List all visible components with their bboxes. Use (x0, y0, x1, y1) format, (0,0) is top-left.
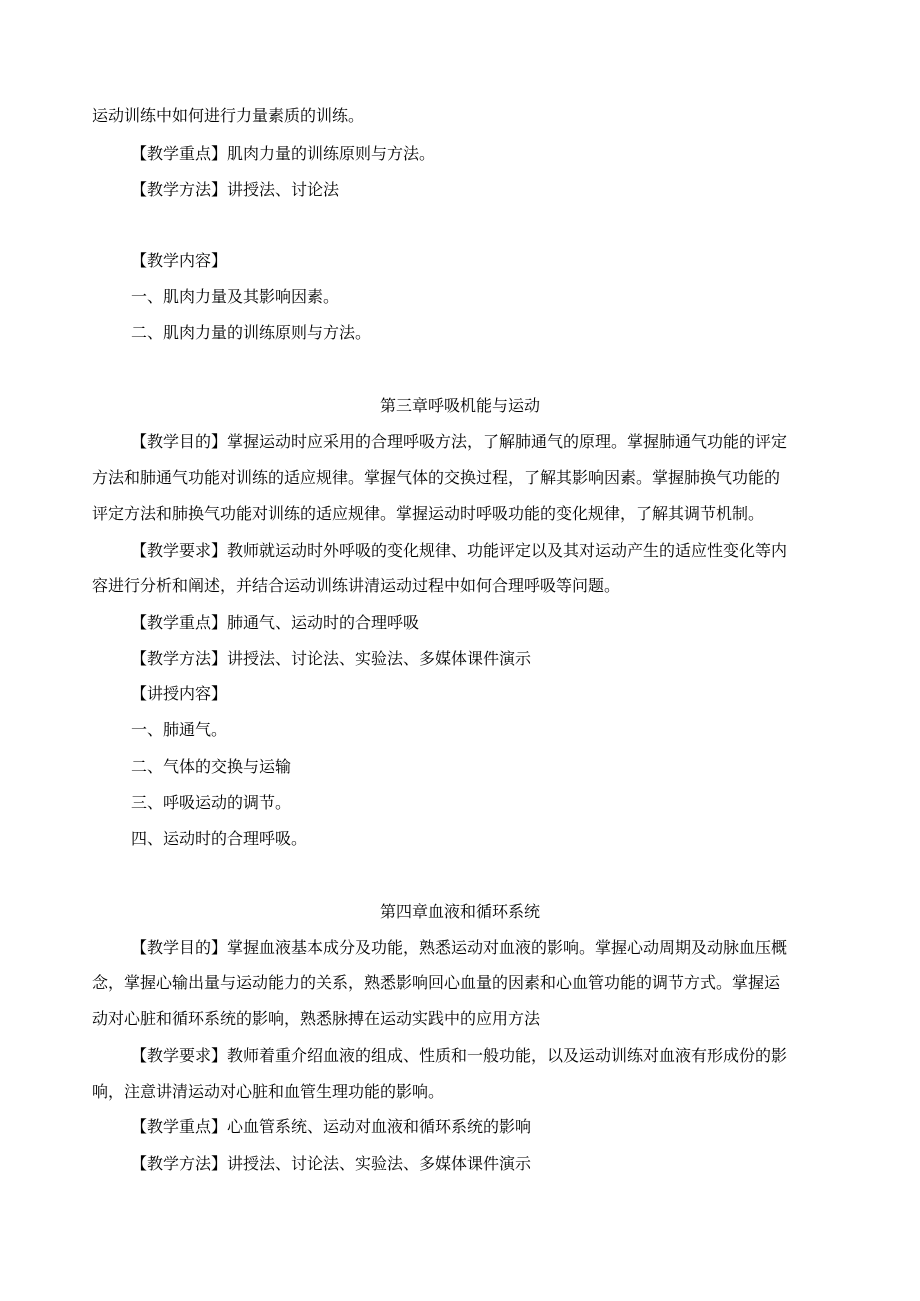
chapter3-teaching-method: 【教学方法】讲授法、讨论法、实验法、多媒体课件演示 (131, 649, 532, 668)
chapter4-title: 第四章血液和循环系统 (379, 902, 540, 921)
chapter4-objective-line: 念，掌握心输出量与运动能力的关系，熟悉影响回心血量的因素和心血管功能的调节方式。掌握运 (92, 973, 781, 992)
intro-line: 运动训练中如何进行力量素质的训练。 (92, 106, 365, 125)
chapter3-list-item: 四、运动时的合理呼吸。 (131, 829, 308, 848)
chapter4-requirement-line: 【教学要求】教师着重介绍血液的组成、性质和一般功能，以及运动训练对血液有形成份的影 (131, 1046, 788, 1065)
chapter4-teaching-focus: 【教学重点】心血管系统、运动对血液和循环系统的影响 (131, 1117, 532, 1136)
chapter3-objective-line: 评定方法和肺换气功能对训练的适应规律。掌握运动时呼吸功能的变化规律，了解其调节机制。 (92, 504, 765, 523)
chapter3-title: 第三章呼吸机能与运动 (379, 396, 540, 415)
intro-list-item: 一、肌肉力量及其影响因素。 (131, 287, 340, 306)
chapter3-list-item: 二、气体的交换与运输 (131, 757, 292, 776)
chapter4-objective-line: 【教学目的】掌握血液基本成分及功能，熟悉运动对血液的影响。掌握心动周期及动脉血压概 (131, 938, 788, 957)
chapter3-teaching-focus: 【教学重点】肺通气、运动时的合理呼吸 (131, 613, 420, 632)
intro-teaching-focus: 【教学重点】肌肉力量的训练原则与方法。 (131, 144, 436, 163)
chapter3-list-item: 三、呼吸运动的调节。 (131, 793, 292, 812)
chapter3-content-heading: 【讲授内容】 (131, 684, 228, 703)
chapter4-teaching-method: 【教学方法】讲授法、讨论法、实验法、多媒体课件演示 (131, 1154, 532, 1173)
chapter3-requirement-line: 【教学要求】教师就运动时外呼吸的变化规律、功能评定以及其对运动产生的适应性变化等内 (131, 541, 788, 560)
chapter4-requirement-line: 响，注意讲清运动对心脏和血管生理功能的影响。 (92, 1082, 445, 1101)
chapter3-objective-line: 【教学目的】掌握运动时应采用的合理呼吸方法，了解肺通气的原理。掌握肺通气功能的评定 (131, 432, 788, 451)
chapter3-requirement-line: 容进行分析和阐述，并结合运动训练讲清运动过程中如何合理呼吸等问题。 (92, 576, 621, 595)
intro-list-item: 二、肌肉力量的训练原则与方法。 (131, 323, 372, 342)
chapter4-objective-line: 动对心脏和循环系统的影响，熟悉脉搏在运动实践中的应用方法 (92, 1009, 541, 1028)
intro-content-heading: 【教学内容】 (131, 251, 228, 270)
chapter3-objective-line: 方法和肺通气功能对训练的适应规律。掌握气体的交换过程，了解其影响因素。掌握肺换气功能的 (92, 468, 781, 487)
chapter3-list-item: 一、肺通气。 (131, 720, 228, 739)
intro-teaching-method: 【教学方法】讲授法、讨论法 (131, 180, 340, 199)
